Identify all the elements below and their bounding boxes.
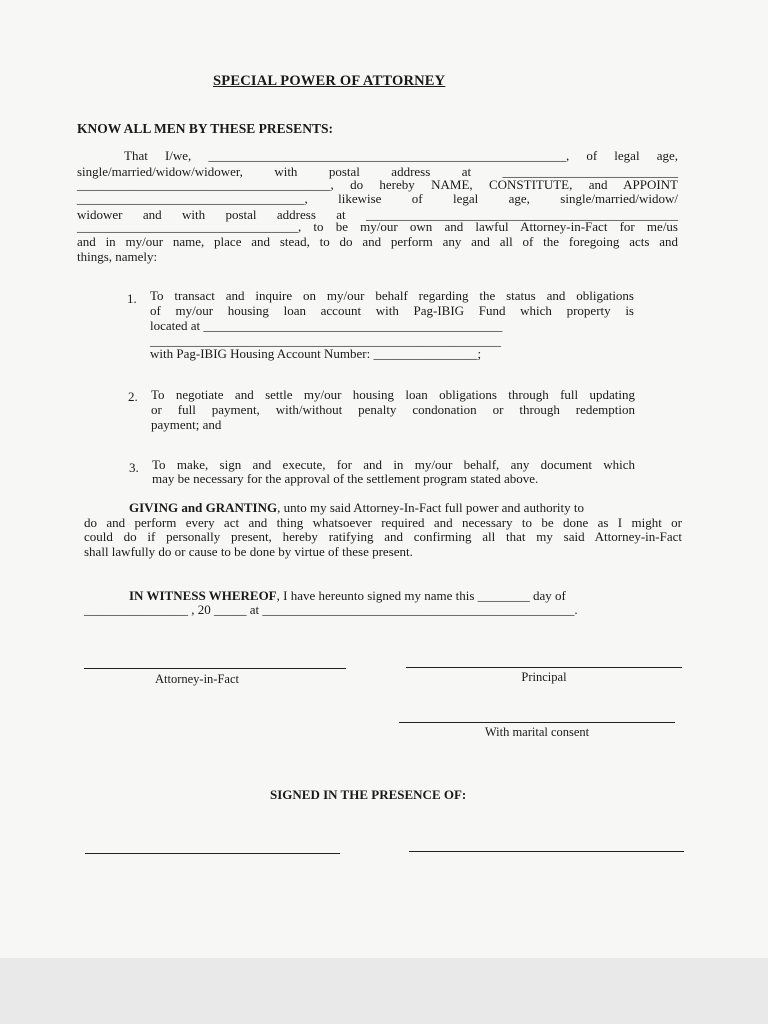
opening-heading: KNOW ALL MEN BY THESE PRESENTS: — [77, 121, 333, 136]
item-1-line-1: To transact and inquire on my/our behalf regarding the status and obligations — [150, 288, 634, 303]
item-1-line-2: of my/our housing loan account with Pag-IBIG Fund which property is — [150, 303, 634, 318]
intro-line-2: single/married/widow/widower, with postal address at ___________________________ — [77, 164, 678, 179]
item-1-line-4: ______________________________________________________ — [150, 333, 501, 348]
principal-signature-line — [406, 667, 682, 668]
attorney-signature-label: Attorney-in-Fact — [154, 672, 239, 686]
witness-2-signature-line — [409, 851, 684, 852]
intro-line-5: widower and with postal address at ________________________________________________ — [77, 207, 678, 222]
intro-line-6: __________________________________, to be my/our own and lawful Attorney-in-Fact for me/us — [77, 219, 678, 234]
witness-line-2: ________________ , 20 _____ at ________________________________________________. — [84, 602, 578, 617]
scan-background — [0, 958, 768, 1024]
item-2-line-1: To negotiate and settle my/our housing loan obligations through full updating — [151, 387, 635, 402]
granting-lead: GIVING and GRANTING — [129, 500, 278, 515]
item-2-line-3: payment; and — [151, 417, 222, 432]
item-2-line-2: or full payment, with/without penalty condonation or through redemption — [151, 402, 635, 417]
presence-heading: SIGNED IN THE PRESENCE OF: — [270, 787, 467, 802]
item-1-line-3: located at ______________________________________________ — [150, 318, 503, 333]
intro-line-1: That I/we, _______________________________________________________, of legal age, — [124, 148, 678, 163]
item-1-number: 1. — [127, 291, 137, 306]
document-title: SPECIAL POWER OF ATTORNEY — [213, 73, 446, 89]
intro-line-8: things, namely: — [77, 249, 158, 264]
item-3-line-2: may be necessary for the approval of the settlement program stated above. — [152, 471, 539, 486]
witness-line-1 — [129, 588, 566, 603]
consent-signature-label: With marital consent — [484, 725, 590, 739]
granting-line-1 — [129, 500, 584, 515]
granting-line-2: do and perform every act and thing whatsoever required and necessary to be done as I might or — [84, 515, 682, 530]
item-2-number: 2. — [128, 389, 138, 404]
principal-signature-label: Principal — [521, 670, 567, 684]
consent-signature-line — [399, 722, 675, 723]
witness-1-signature-line — [85, 853, 340, 854]
granting-line-1-text: , unto my said Attorney-In-Fact full power and authority to — [277, 500, 584, 515]
item-3-line-1: To make, sign and execute, for and in my/our behalf, any document which — [152, 457, 635, 472]
witness-lead: IN WITNESS WHEREOF — [129, 588, 277, 603]
witness-line-1-text: , I have hereunto signed my name this ________ day of — [276, 588, 566, 603]
granting-line-3: could do if personally present, hereby ratifying and confirming all that my said Attorney-in-Fact — [84, 529, 682, 544]
item-1-line-5: with Pag-IBIG Housing Account Number: ________________; — [150, 346, 482, 361]
item-3-number: 3. — [129, 460, 139, 475]
intro-line-4: ___________________________________, likewise of legal age, single/married/widow/ — [77, 191, 678, 206]
attorney-signature-line — [84, 668, 346, 669]
intro-line-3: _______________________________________, do hereby NAME, CONSTITUTE, and APPOINT — [77, 177, 678, 192]
granting-line-4: shall lawfully do or cause to be done by virtue of these present. — [84, 544, 413, 559]
intro-line-7: and in my/our name, place and stead, to do and perform any and all of the foregoing acts and — [77, 234, 678, 249]
